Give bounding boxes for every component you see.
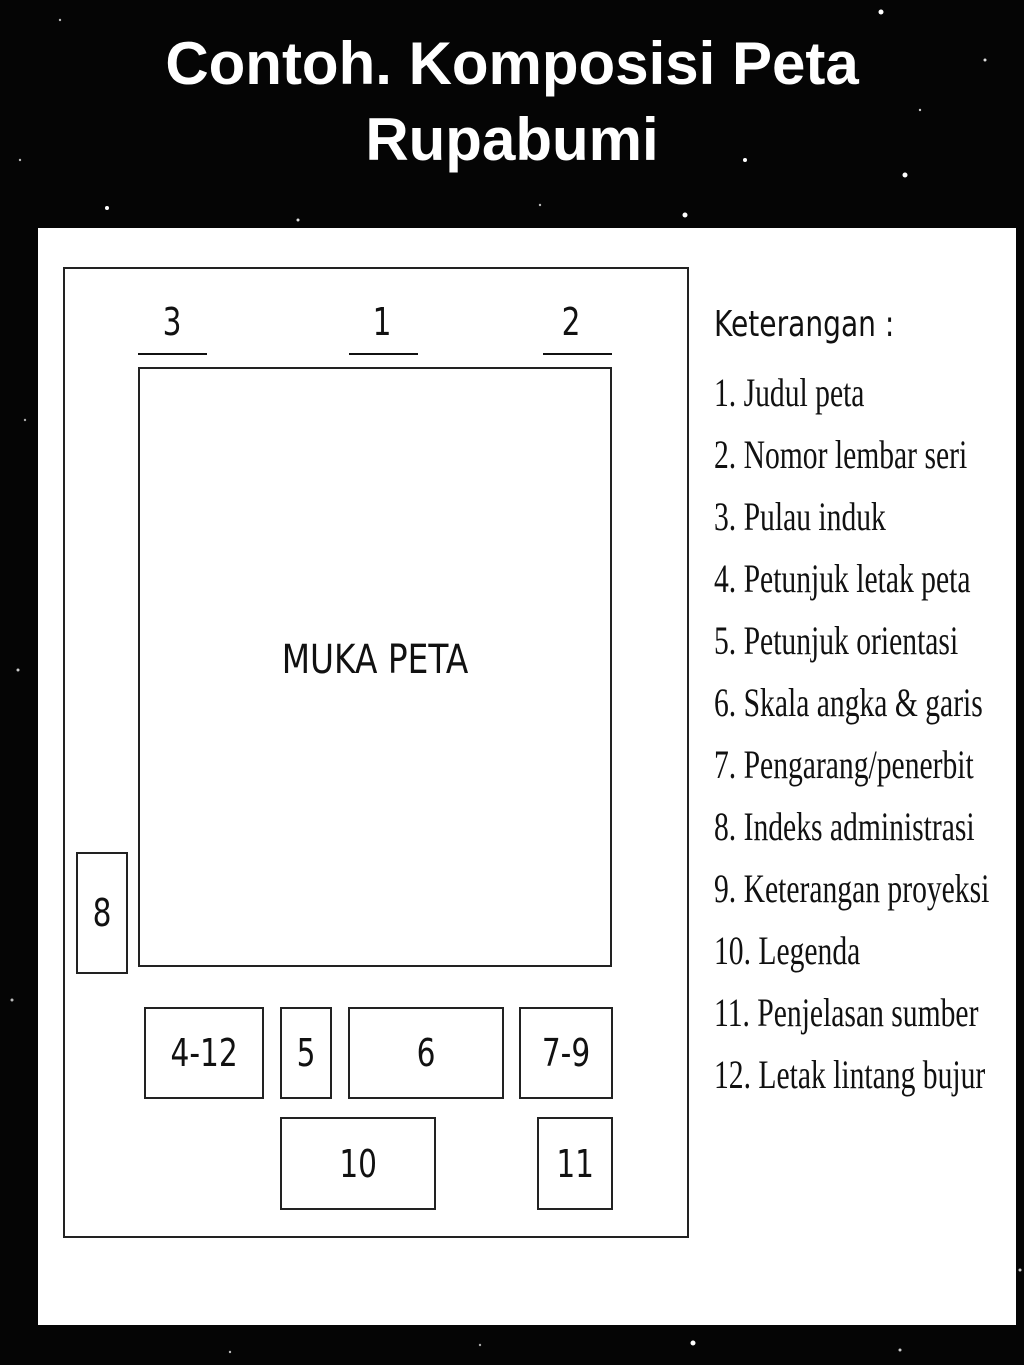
- legend-panel: [714, 300, 1014, 1106]
- top-label-nomor-lembar: 2: [561, 300, 581, 344]
- top-label-underline-left: [138, 353, 207, 355]
- top-label-pulau-induk: 3: [162, 300, 182, 344]
- map-face-label: MUKA PETA: [281, 637, 469, 683]
- box-indeks-administrasi: [76, 852, 128, 974]
- legend-item: 4. Petunjuk letak peta: [714, 556, 971, 601]
- box-label-8: 8: [92, 891, 112, 935]
- box-label-6: 6: [416, 1031, 436, 1075]
- box-petunjuk-orientasi: [280, 1007, 332, 1099]
- legend-item: 9. Keterangan proyeksi: [714, 866, 990, 911]
- box-penjelasan-sumber: [537, 1117, 613, 1210]
- slide-title-line-2: Rupabumi: [365, 106, 659, 173]
- box-legenda: [280, 1117, 436, 1210]
- legend-item: 1. Judul peta: [714, 370, 865, 415]
- legend-item: 8. Indeks administrasi: [714, 804, 975, 849]
- diagram-panel: [38, 228, 1016, 1325]
- top-label-underline-center: [349, 353, 418, 355]
- legend-item: 7. Pengarang/penerbit: [714, 742, 974, 787]
- box-label-5: 5: [296, 1031, 316, 1075]
- legend-item: 6. Skala angka & garis: [714, 680, 983, 725]
- legend-item: 12. Letak lintang bujur: [714, 1052, 986, 1097]
- box-petunjuk-letak: [144, 1007, 264, 1099]
- top-label-judul: 1: [372, 300, 392, 344]
- slide-title: [0, 26, 1024, 178]
- box-pengarang-proyeksi: [519, 1007, 613, 1099]
- slide-title-line-1: Contoh. Komposisi Peta: [165, 30, 859, 97]
- legend-item: 11. Penjelasan sumber: [714, 990, 979, 1035]
- legend-title: Keterangan :: [714, 304, 895, 345]
- legend-item: 2. Nomor lembar seri: [714, 432, 968, 477]
- box-skala: [348, 1007, 504, 1099]
- top-label-underline-right: [543, 353, 612, 355]
- legend-item: 5. Petunjuk orientasi: [714, 618, 959, 663]
- legend-item: 10. Legenda: [714, 928, 861, 973]
- box-label-10: 10: [339, 1141, 377, 1186]
- box-label-7-9: 7-9: [541, 1031, 591, 1075]
- legend-item: 3. Pulau induk: [714, 494, 886, 539]
- box-label-4-12: 4-12: [170, 1031, 238, 1075]
- map-face-box: [138, 367, 612, 967]
- box-label-11: 11: [556, 1141, 594, 1186]
